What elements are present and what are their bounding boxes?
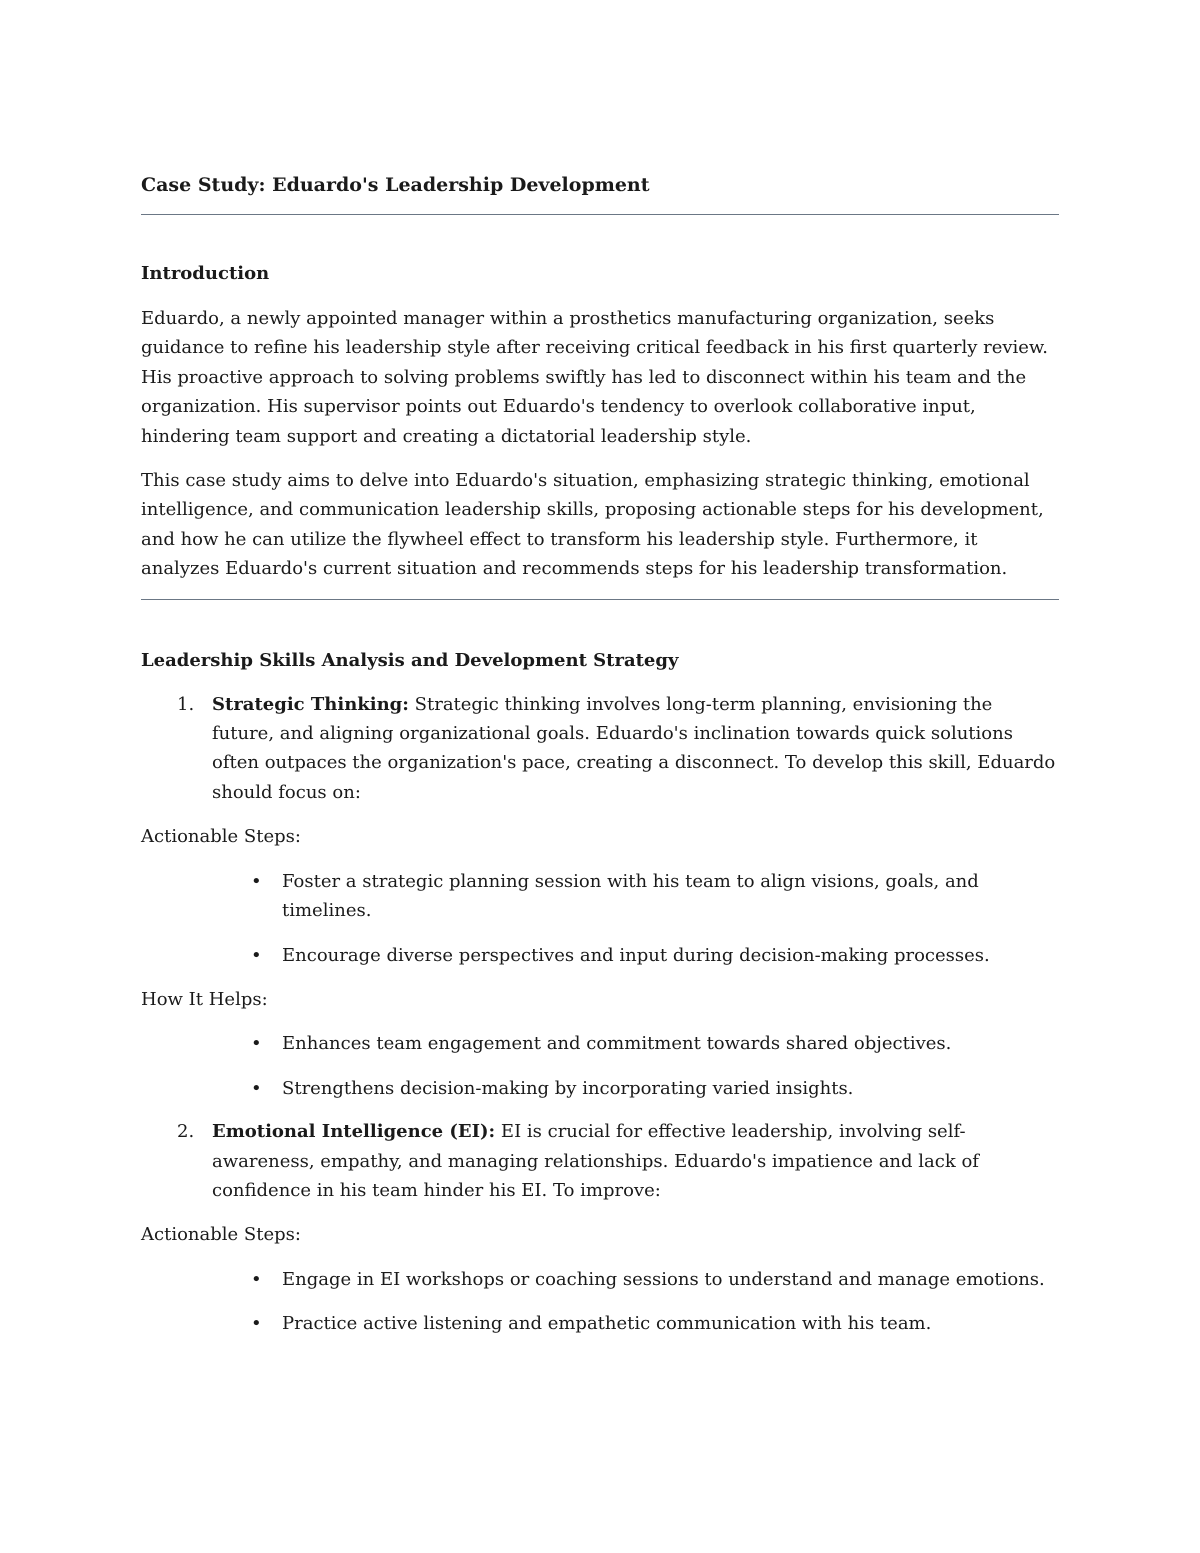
list-item-text: Strengthens decision-making by incorporating varied insights.: [282, 1077, 854, 1099]
skills-list: [141, 690, 1059, 808]
skill-term: Strategic Thinking:: [212, 693, 409, 715]
bullet-icon: •: [251, 1077, 262, 1099]
how-it-helps-list: [141, 1029, 1059, 1103]
actionable-steps-label: Actionable Steps:: [141, 826, 301, 848]
list-item-text: Engage in EI workshops or coaching sessions to understand and manage emotions.: [282, 1268, 1045, 1290]
skill-description: Strategic thinking involves long-term planning, envisioning the future, and aligning organizational goals. Eduardo's inclination towards quick solutions often outpaces the organization's pace, creating a disconnect. To develop this skill, Eduardo should focus on:: [212, 693, 1056, 803]
section-divider: [141, 214, 1059, 215]
skill-item-emotional-intelligence: [141, 1117, 1059, 1205]
analysis-heading: Leadership Skills Analysis and Development Strategy: [141, 649, 679, 671]
list-item: [141, 1309, 1059, 1338]
skill-item-strategic-thinking: [141, 690, 1059, 808]
skill-number: 1.: [177, 693, 195, 715]
document-page: [141, 168, 1059, 1339]
introduction-paragraph: Eduardo, a newly appointed manager within a prosthetics manufacturing organization, seeks guidance to refine his leadership style after receiving critical feedback in his first quarterly review. His proactive approach to solving problems swiftly has led to disconnect within his team and the organization. His supervisor points out Eduardo's tendency to overlook collaborative input, hindering team support and creating a dictatorial leadership style.: [141, 308, 1048, 447]
how-it-helps-label: How It Helps:: [141, 988, 268, 1010]
skills-list: [141, 1117, 1059, 1205]
section-divider: [141, 599, 1059, 600]
list-item: [141, 941, 1059, 970]
introduction-heading: Introduction: [141, 263, 270, 284]
list-item-text: Practice active listening and empathetic communication with his team.: [282, 1313, 932, 1335]
bullet-icon: •: [251, 1268, 262, 1290]
list-item-text: Enhances team engagement and commitment towards shared objectives.: [282, 1033, 952, 1055]
list-item: [141, 1074, 1059, 1103]
list-item: [141, 1265, 1059, 1294]
bullet-icon: •: [251, 870, 262, 892]
actionable-steps-label: Actionable Steps:: [141, 1224, 301, 1246]
bullet-icon: •: [251, 944, 262, 966]
skill-term: Emotional Intelligence (EI):: [212, 1121, 496, 1143]
list-item-text: Foster a strategic planning session with his team to align visions, goals, and timelines.: [282, 870, 979, 922]
list-item: [141, 867, 1059, 926]
actionable-steps-list: [141, 867, 1059, 970]
introduction-paragraph: This case study aims to delve into Eduardo's situation, emphasizing strategic thinking, emotional intelligence, and communication leadership skills, proposing actionable steps for his development, and how he can utilize the flywheel effect to transform his leadership style. Furthermore, it analyzes Eduardo's current situation and recommends steps for his leadership transformation.: [141, 470, 1044, 580]
bullet-icon: •: [251, 1313, 262, 1335]
list-item: [141, 1029, 1059, 1058]
skill-number: 2.: [177, 1121, 195, 1143]
skill-description: EI is crucial for effective leadership, involving self-awareness, empathy, and managing relationships. Eduardo's impatience and lack of confidence in his team hinder his EI. To improve:: [212, 1121, 979, 1201]
bullet-icon: •: [251, 1033, 262, 1055]
list-item-text: Encourage diverse perspectives and input during decision-making processes.: [282, 944, 990, 966]
document-title: Case Study: Eduardo's Leadership Development: [141, 174, 650, 196]
actionable-steps-list: [141, 1265, 1059, 1339]
